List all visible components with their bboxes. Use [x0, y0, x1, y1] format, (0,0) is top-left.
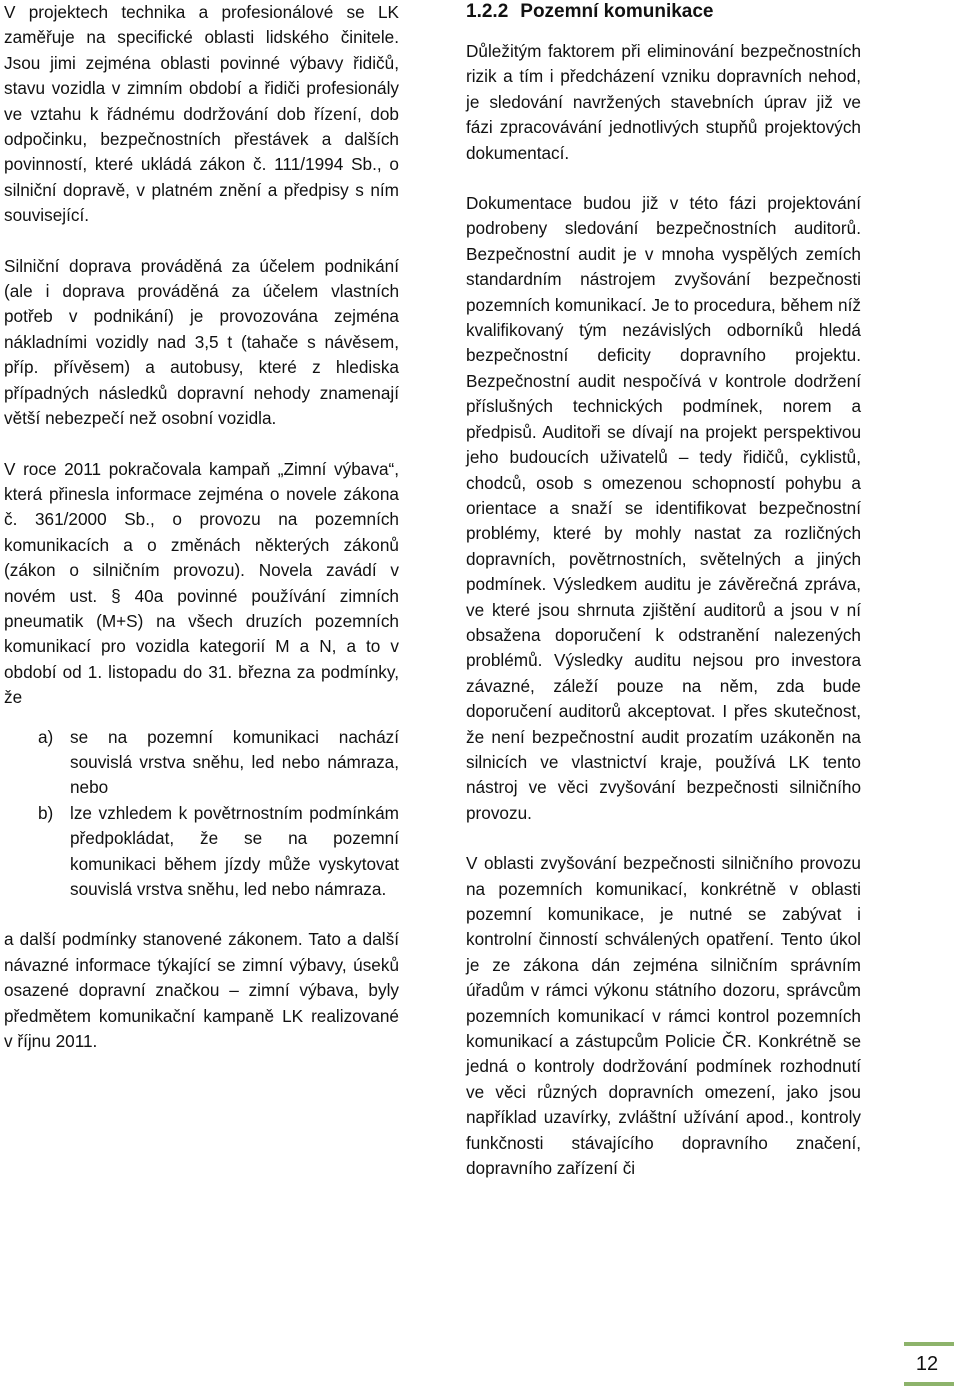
list-item	[4, 801, 399, 903]
list-item-text: se na pozemní komunikaci nachází souvislá vrstva sněhu, led nebo námraza, nebo	[70, 726, 399, 798]
right-column	[466, 0, 861, 1206]
left-column	[4, 0, 399, 1079]
right-paragraph-3: V oblasti zvyšování bezpečnosti silničního provozu na pozemních komunikací, konkrétně v oblasti pozemní komunikace, je nutné se zabývat i kontrolní činností schválených opatření. Tento úkol je ze zákona dán zejména silničním správním úřadům v rámci výkonu státního dozoru, správcům pozemních komunikací v rámci kontrol pozemních komunikací a zástupcům Policie ČR. Konkrétně se jedná o kontroly dodržování podmínek rozhodnutí ve věci různých dopravních omezení, jako jsou například uzavírky, zvláštní užívání apod., kontroly funkčnosti stávajícího dopravního značení, dopravního zařízení či	[466, 853, 861, 1179]
right-paragraph-1: Důležitým faktorem při eliminování bezpečnostních rizik a tím i předcházení vzniku dopravních nehod, je sledování navržených stavebních úprav již ve fázi zpracovávání jednotlivých stupňů projektových dokumentací.	[466, 41, 861, 163]
section-heading	[466, 0, 861, 24]
conditions-list-wrapper	[4, 711, 399, 903]
list-item-marker: b)	[38, 802, 54, 823]
left-paragraph-1: V projektech technika a profesionálové se LK zaměřuje na specifické oblasti lidského činitele. Jsou jimi zejména oblasti povinné výbavy řidičů, stavu vozidla v zimním období a řidiči profesionály ve vztahu k řádnému dodržování dob řízení, dob odpočinku, bezpečnostních přestávek a dalších povinností, které ukládá zákon č. 111/1994 Sb., o silniční dopravě, v platném znění a předpisy s ním související.	[4, 2, 399, 226]
list-item-text: lze vzhledem k povětrnostním podmínkám předpokládat, že se na pozemní komunikaci během jízdy může vyskytovat souvislá vrstva sněhu, led nebo námraza.	[70, 802, 399, 899]
right-paragraph-2: Dokumentace budou již v této fázi projektování podrobeny sledování bezpečnostních auditorů. Bezpečnostní audit je v mnoha vyspělých zemích standardním nástrojem zvyšování bezpečnosti pozemních komunikací. Je to procedura, během níž kvalifikovaný tým nezávislých odborníků hledá bezpečnostní deficity dopravního projektu. Bezpečnostní audit nespočívá v kontrole dodržení příslušných technických podmínek, norem a předpisů. Auditoři se dívají na projekt perspektivou jeho budoucích uživatelů – tedy řidičů, cyklistů, chodců, osob s omezenou schopností pohybu a orientace a snaží se identifikovat bezpečnostní problémy, které by mohly nastat za rozličných dopravních, povětrnostních, světelných a jiných podmínek. Výsledkem auditu je závěrečná zpráva, ve které jsou shrnuta zjištění auditorů a jsou v ní obsažena doporučení k odstranění nalezených problémů. Výsledky auditu nejsou pro investora závazné, záleží pouze na něm, zda bude doporučení auditorů akceptovat. I přes skutečnost, že není bezpečnostní audit prozatím uzákoněn na silnicích ve vlastnictví kraje, používá LK tento nástroj ve věci zvyšování bezpečnosti silničního provozu.	[466, 193, 861, 823]
left-paragraph-2: Silniční doprava prováděná za účelem podnikání (ale i doprava prováděná za účelem vlastních potřeb v podnikání) je provozována zejména nákladními vozidly nad 3,5 t (tahače s návěsem, příp. přívěsem) a autobusy, které z hlediska případných následků dopravní nehody znamenají větší nebezpečí než osobní vozidla.	[4, 255, 399, 429]
section-number: 1.2.2	[466, 1, 509, 22]
conditions-list	[4, 725, 399, 903]
section-title: Pozemní komunikace	[520, 1, 714, 22]
list-item-marker: a)	[38, 726, 54, 747]
list-item	[4, 725, 399, 801]
left-paragraph-3: V roce 2011 pokračovala kampaň „Zimní výbava“, která přinesla informace zejména o novele zákona č. 361/2000 Sb., o provozu na pozemních komunikacích a o změnách některých zákonů (zákon o silničním provozu). Novela zavádí v novém ust. § 40a povinné používání zimních pneumatik (M+S) na všech druzích pozemních komunikací pro vozidla kategorií M a N, a to v období od 1. listopadu do 31. března za podmínky, že	[4, 458, 399, 708]
page-number: 12	[915, 1353, 939, 1375]
left-paragraph-4: a další podmínky stanovené zákonem. Tato a další návazné informace týkající se zimní výbavy, úseků osazené dopravní značkou – zimní výbava, byly předmětem komunikační kampaně LK realizované v říjnu 2011.	[4, 929, 399, 1052]
